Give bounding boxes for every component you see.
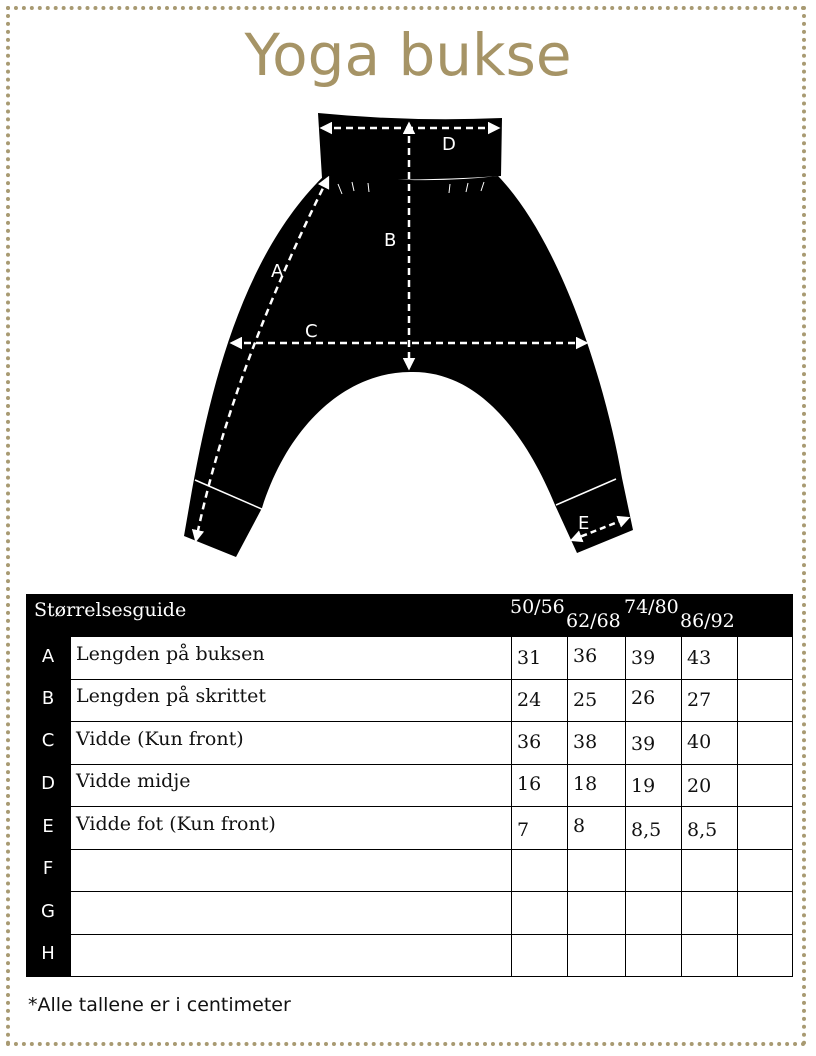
- diagram-label-e: E: [578, 513, 590, 534]
- row-label: Lengden på buksen: [76, 643, 265, 665]
- table-cell: 18: [573, 773, 598, 795]
- table-header: [26, 594, 793, 636]
- table-cell: 8: [573, 815, 586, 837]
- table-cell: 20: [687, 775, 712, 797]
- table-cell: 7: [517, 819, 530, 841]
- diagram-label-b: B: [384, 230, 397, 251]
- table-cell: 40: [687, 731, 712, 753]
- row-letter: D: [41, 773, 55, 794]
- row-letter-column: [26, 636, 70, 977]
- table-grid: [70, 636, 793, 977]
- page-title: Yoga bukse: [244, 21, 572, 89]
- row-label: Vidde midje: [76, 770, 191, 792]
- table-cell: 36: [517, 731, 542, 753]
- diagram-label-d: D: [442, 134, 456, 155]
- table-cell: 19: [631, 775, 656, 797]
- diagram-label-a: A: [271, 261, 284, 282]
- row-letter: H: [41, 943, 55, 964]
- row-label: Lengden på skrittet: [76, 685, 267, 707]
- row-letter: G: [41, 901, 55, 922]
- footnote: *Alle tallene er i centimeter: [28, 994, 291, 1016]
- size-label: 50/56: [510, 596, 565, 618]
- table-cell: 36: [573, 645, 598, 667]
- table-cell: 25: [573, 689, 598, 711]
- row-letter: F: [42, 858, 54, 879]
- table-cell: 8,5: [687, 819, 718, 841]
- row-letter: B: [41, 688, 55, 709]
- table-cell: 31: [517, 647, 542, 669]
- row-letter: C: [41, 730, 55, 751]
- table-cell: 8,5: [631, 819, 662, 841]
- table-cell: 24: [517, 689, 542, 711]
- row-label: Vidde (Kun front): [76, 728, 244, 750]
- table-cell: 43: [687, 647, 712, 669]
- size-guide-table: [26, 594, 793, 977]
- table-cell: 38: [573, 731, 598, 753]
- size-label: 86/92: [680, 610, 735, 632]
- row-letter: A: [41, 646, 55, 667]
- row-letter: E: [42, 816, 54, 837]
- table-cell: 27: [687, 689, 712, 711]
- size-label: 62/68: [566, 610, 621, 632]
- table-cell: 16: [517, 773, 542, 795]
- table-cell: 26: [631, 687, 656, 709]
- table-title: Størrelsesguide: [34, 599, 187, 621]
- table-cell: 39: [631, 647, 656, 669]
- diagram-label-c: C: [305, 321, 318, 342]
- table-cell: 39: [631, 733, 656, 755]
- row-label: Vidde fot (Kun front): [76, 813, 276, 835]
- size-label: 74/80: [624, 596, 679, 618]
- waistband-shape: [318, 113, 502, 180]
